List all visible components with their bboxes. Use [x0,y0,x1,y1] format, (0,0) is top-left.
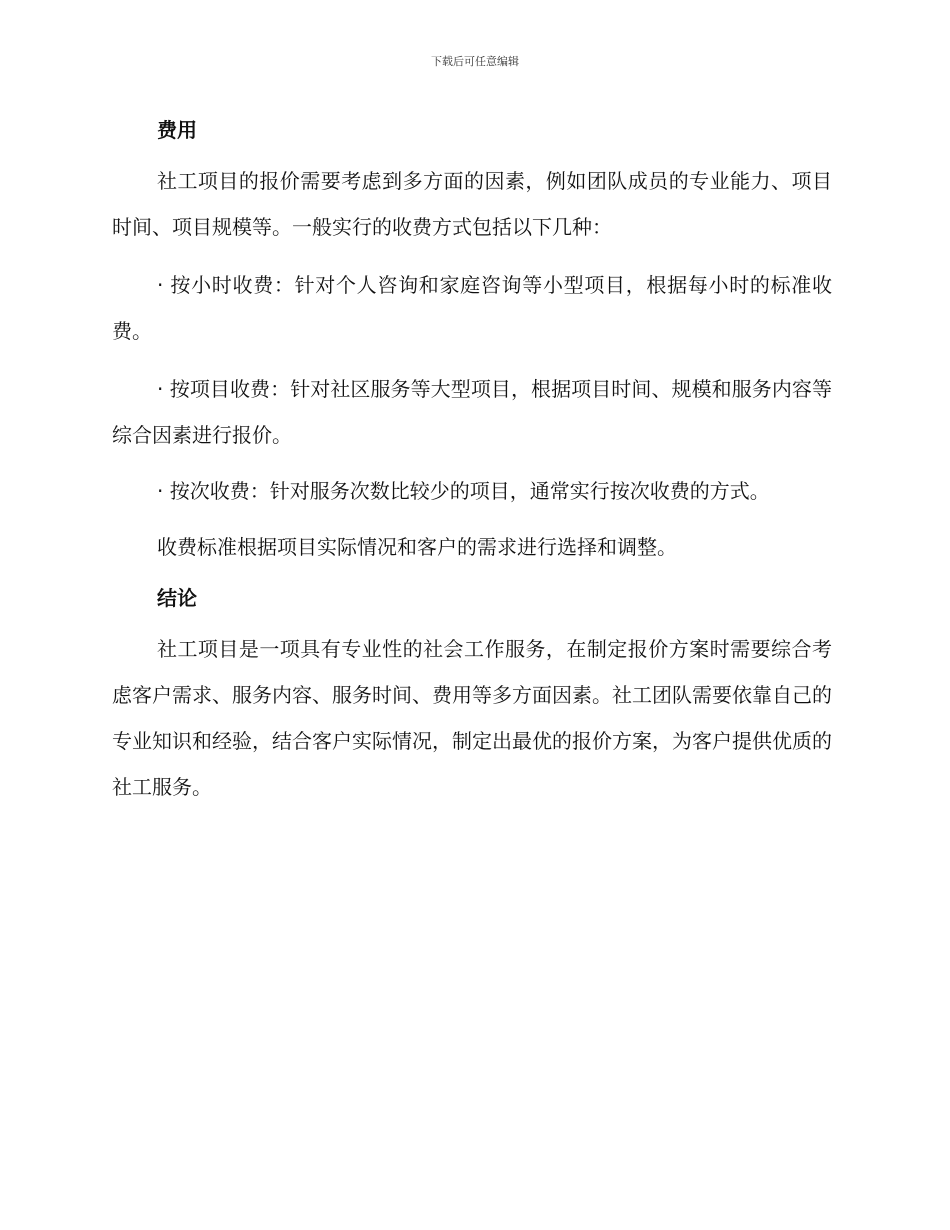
paragraph-fees-intro: 社工项目的报价需要考虑到多方面的因素，例如团队成员的专业能力、项目时间、项目规模等。一般实行的收费方式包括以下几种： [112,169,832,239]
page-header-note: 下载后可任意编辑 [431,55,519,68]
document-body [112,112,832,810]
list-item-hourly: · 按小时收费：针对个人咨询和家庭咨询等小型项目，根据每小时的标准收费。 [112,273,832,343]
list-item-per-session: · 按次收费：针对服务次数比较少的项目，通常实行按次收费的方式。 [157,479,770,503]
paragraph-fees-summary: 收费标准根据项目实际情况和客户的需求进行选择和调整。 [157,535,677,559]
paragraph-conclusion: 社工项目是一项具有专业性的社会工作服务，在制定报价方案时需要综合考虑客户需求、服务内容、服务时间、费用等多方面因素。社工团队需要依靠自己的专业知识和经验，结合客户实际情况，制定出最优的报价方案，为客户提供优质的社工服务。 [112,637,832,799]
section-heading-fees: 费用 [157,118,197,142]
list-item-project: · 按项目收费：针对社区服务等大型项目，根据项目时间、规模和服务内容等综合因素进行报价。 [112,377,832,447]
section-heading-conclusion: 结论 [157,586,197,610]
